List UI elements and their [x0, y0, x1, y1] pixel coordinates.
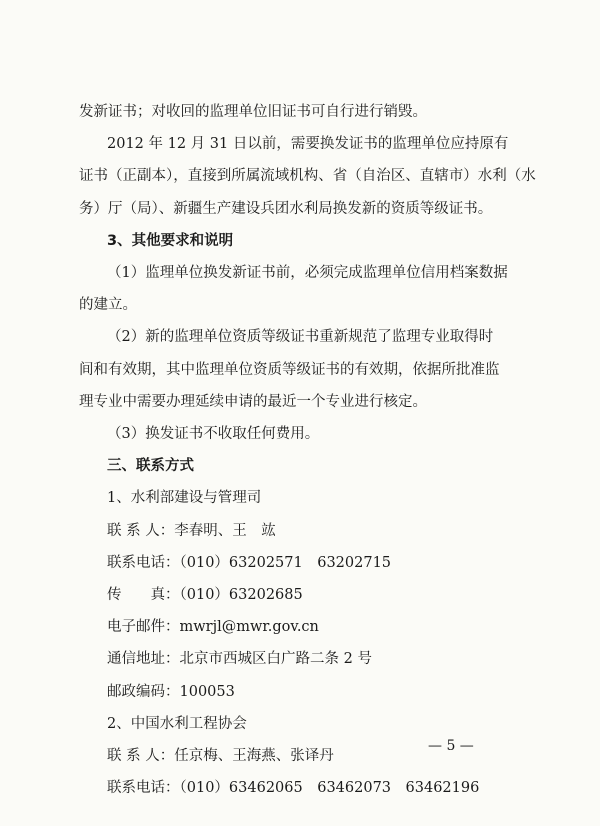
section-heading: 3、其他要求和说明	[107, 232, 234, 249]
paragraph-line: 务）厅（局）、新疆生产建设兵团水利局换发新的资质等级证书。	[79, 200, 493, 217]
paragraph-line: 证书（正副本），直接到所属流域机构、省（自治区、直辖市）水利（水	[79, 168, 536, 185]
paragraph-line: 2012 年 12 月 31 日以前，需要换发证书的监理单位应持原有	[107, 136, 509, 153]
contact-line: 联 系 人：任京梅、王海燕、张译丹	[107, 748, 334, 764]
paragraph-line: 的建立。	[79, 297, 137, 314]
paragraph-line: （2）新的监理单位资质等级证书重新规范了监理专业取得时	[107, 329, 494, 346]
paragraph-line: 发新证书；对收回的监理单位旧证书可自行进行销毁。	[79, 104, 427, 120]
contact-line: 通信地址：北京市西城区白广路二条 2 号	[107, 651, 372, 668]
section-heading: 三、联系方式	[107, 458, 194, 475]
contact-line: 联 系 人：李春明、王 竑	[107, 522, 276, 539]
contact-line: 传 真：（010）63202685	[107, 587, 303, 603]
page-number: — 5 —	[428, 738, 474, 754]
contact-org-title: 2、中国水利工程协会	[107, 715, 247, 732]
contact-line: 邮政编码：100053	[107, 683, 235, 700]
contact-line: 电子邮件：mwrjl@mwr.gov.cn	[107, 619, 319, 636]
contact-org-title: 1、水利部建设与管理司	[107, 490, 262, 507]
paragraph-line: （3）换发证书不收取任何费用。	[107, 426, 320, 442]
contact-line: 联系电话：（010）63202571 63202715	[107, 554, 392, 571]
contact-line: 联系电话：（010）63462065 63462073 63462196	[107, 780, 480, 797]
paragraph-line: （1）监理单位换发新证书前，必须完成监理单位信用档案数据	[107, 265, 508, 281]
paragraph-line: 理专业中需要办理延续申请的最近一个专业进行核定。	[79, 393, 427, 410]
paragraph-line: 间和有效期，其中监理单位资质等级证书的有效期，依据所批准监	[79, 361, 500, 378]
